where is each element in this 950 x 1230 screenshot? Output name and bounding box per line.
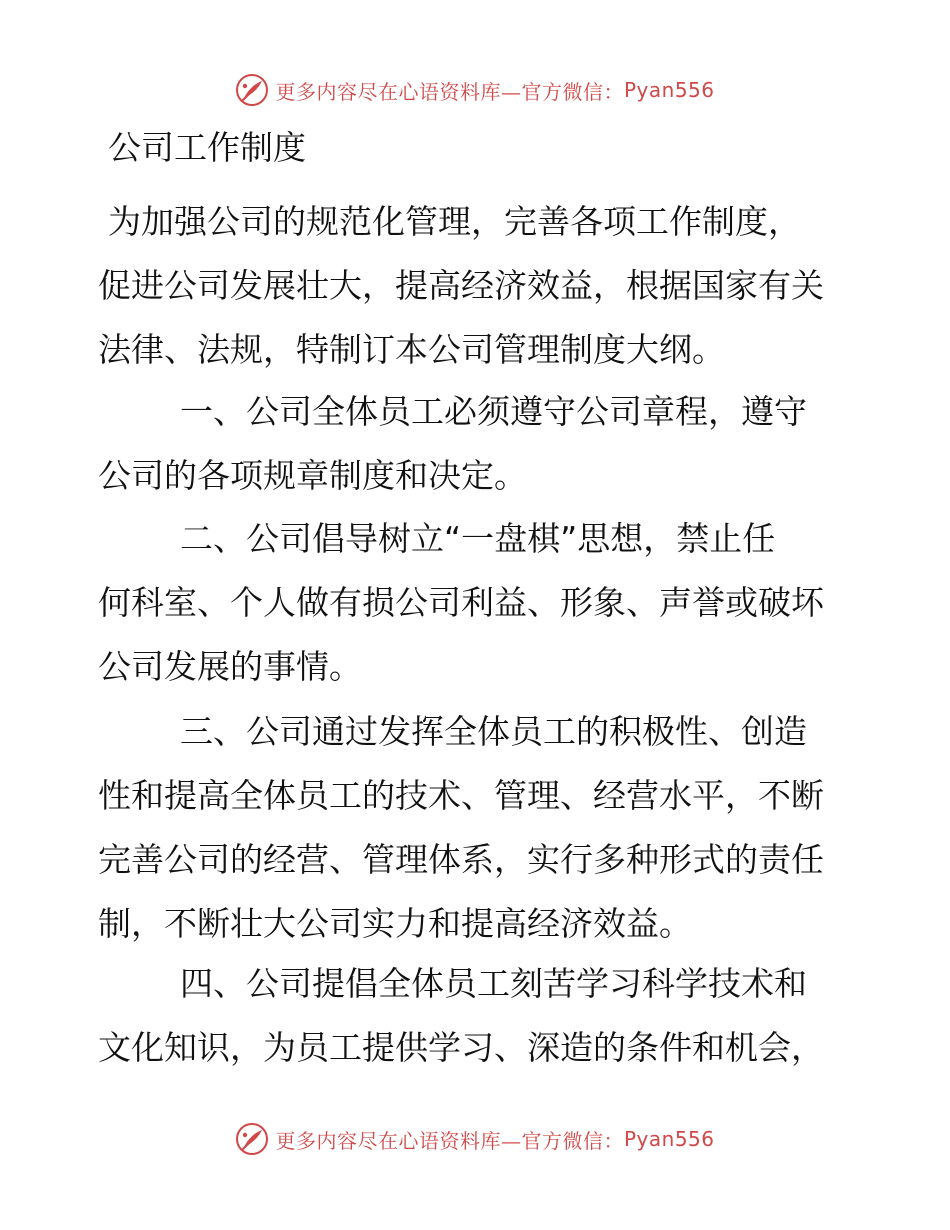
- paragraph-line: 性和提高全体员工的技术、管理、经营水平，不断: [98, 776, 824, 815]
- paragraph-article-4: [98, 952, 858, 1080]
- paragraph-line: 何科室、个人做有损公司利益、形象、声誉或破坏: [98, 583, 824, 622]
- paragraph-article-2: [98, 507, 858, 699]
- paragraph-line: 完善公司的经营、管理体系，实行多种形式的责任: [98, 840, 824, 879]
- feather-pen-logo-icon: [235, 1122, 269, 1156]
- watermark-text: 更多内容尽在心语资料库—官方微信：: [275, 1128, 624, 1153]
- header-watermark: [0, 70, 950, 110]
- document-title: 公司工作制度: [108, 128, 306, 167]
- paragraph-article-3: [98, 700, 858, 956]
- watermark-text: 更多内容尽在心语资料库—官方微信：: [275, 79, 624, 104]
- paragraph-line: 二、公司倡导树立“一盘棋”思想，禁止任: [180, 519, 776, 558]
- paragraph-line: 公司的各项规章制度和决定。: [98, 456, 527, 495]
- paragraph-line: 四、公司提倡全体员工刻苦学习科学技术和: [180, 964, 807, 1003]
- paragraph-line: 一、公司全体员工必须遵守公司章程，遵守: [180, 392, 807, 431]
- watermark-wechat-id: Pyan556: [623, 1127, 715, 1151]
- paragraph-line: 促进公司发展壮大，提高经济效益，根据国家有关: [98, 266, 824, 305]
- paragraph-article-1: [98, 380, 858, 508]
- footer-watermark: [0, 1119, 950, 1159]
- watermark-wechat-id: Pyan556: [623, 78, 715, 102]
- paragraph-intro: [98, 190, 858, 382]
- paragraph-line: 为加强公司的规范化管理，完善各项工作制度，: [108, 202, 801, 241]
- paragraph-line: 法律、法规，特制订本公司管理制度大纲。: [98, 330, 725, 369]
- feather-pen-logo-icon: [235, 73, 269, 107]
- paragraph-line: 制，不断壮大公司实力和提高经济效益。: [98, 904, 692, 943]
- paragraph-line: 三、公司通过发挥全体员工的积极性、创造: [180, 712, 807, 751]
- paragraph-line: 文化知识，为员工提供学习、深造的条件和机会，: [98, 1028, 824, 1067]
- paragraph-line: 公司发展的事情。: [98, 647, 362, 686]
